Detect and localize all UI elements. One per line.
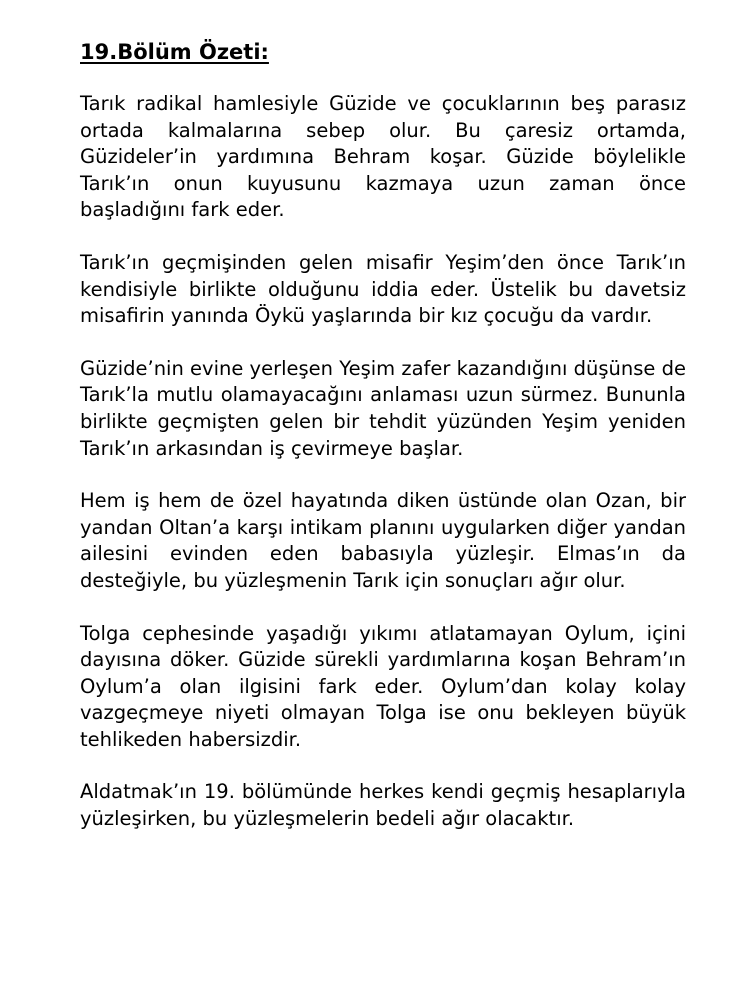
paragraph-4: Hem iş hem de özel hayatında diken üstünde olan Ozan, bir yandan Oltan’a karşı intikam planını uygularken diğer yandan ailesini evinden eden babasıyla yüzleşir. Elmas’ın da desteğiyle, bu yüzleşmenin Tarık için sonuçları ağır olur.	[80, 489, 686, 592]
page-title: 19.Bölüm Özeti:	[80, 40, 269, 64]
paragraph-3: Güzide’nin evine yerleşen Yeşim zafer kazandığını düşünse de Tarık’la mutlu olamayacağını anlaması uzun sürmez. Bununla birlikte geçmişten gelen bir tehdit yüzünden Yeşim yeniden Tarık’ın arkasından iş çevirmeye başlar.	[80, 356, 686, 460]
paragraph-6: Aldatmak’ın 19. bölümünde herkes kendi geçmiş hesaplarıyla yüzleşirken, bu yüzleşmelerin bedeli ağır olacaktır.	[80, 780, 686, 831]
paragraph-2: Tarık’ın geçmişinden gelen misafir Yeşim’den önce Tarık’ın kendisiyle birlikte olduğunu iddia eder. Üstelik bu davetsiz misafirin yanında Öykü yaşlarında bir kız çocuğu da vardır.	[80, 250, 686, 328]
document-page	[80, 36, 686, 859]
paragraph-1: Tarık radikal hamlesiyle Güzide ve çocuklarının beş parasız ortada kalmalarına sebep olur. Bu çaresiz ortamda, Güzideler’in yardımına Behram koşar. Güzide böylelikle Tarık’ın onun kuyusunu kazmaya uzun zaman önce başladığını fark eder.	[80, 92, 686, 222]
paragraph-5: Tolga cephesinde yaşadığı yıkımı atlatamayan Oylum, içini dayısına döker. Güzide sürekli yardımlarına koşan Behram’ın Oylum’a olan ilgisini fark eder. Oylum’dan kolay kolay vazgeçmeye niyeti olmayan Tolga ise onu bekleyen büyük tehlikeden habersizdir.	[80, 621, 686, 751]
